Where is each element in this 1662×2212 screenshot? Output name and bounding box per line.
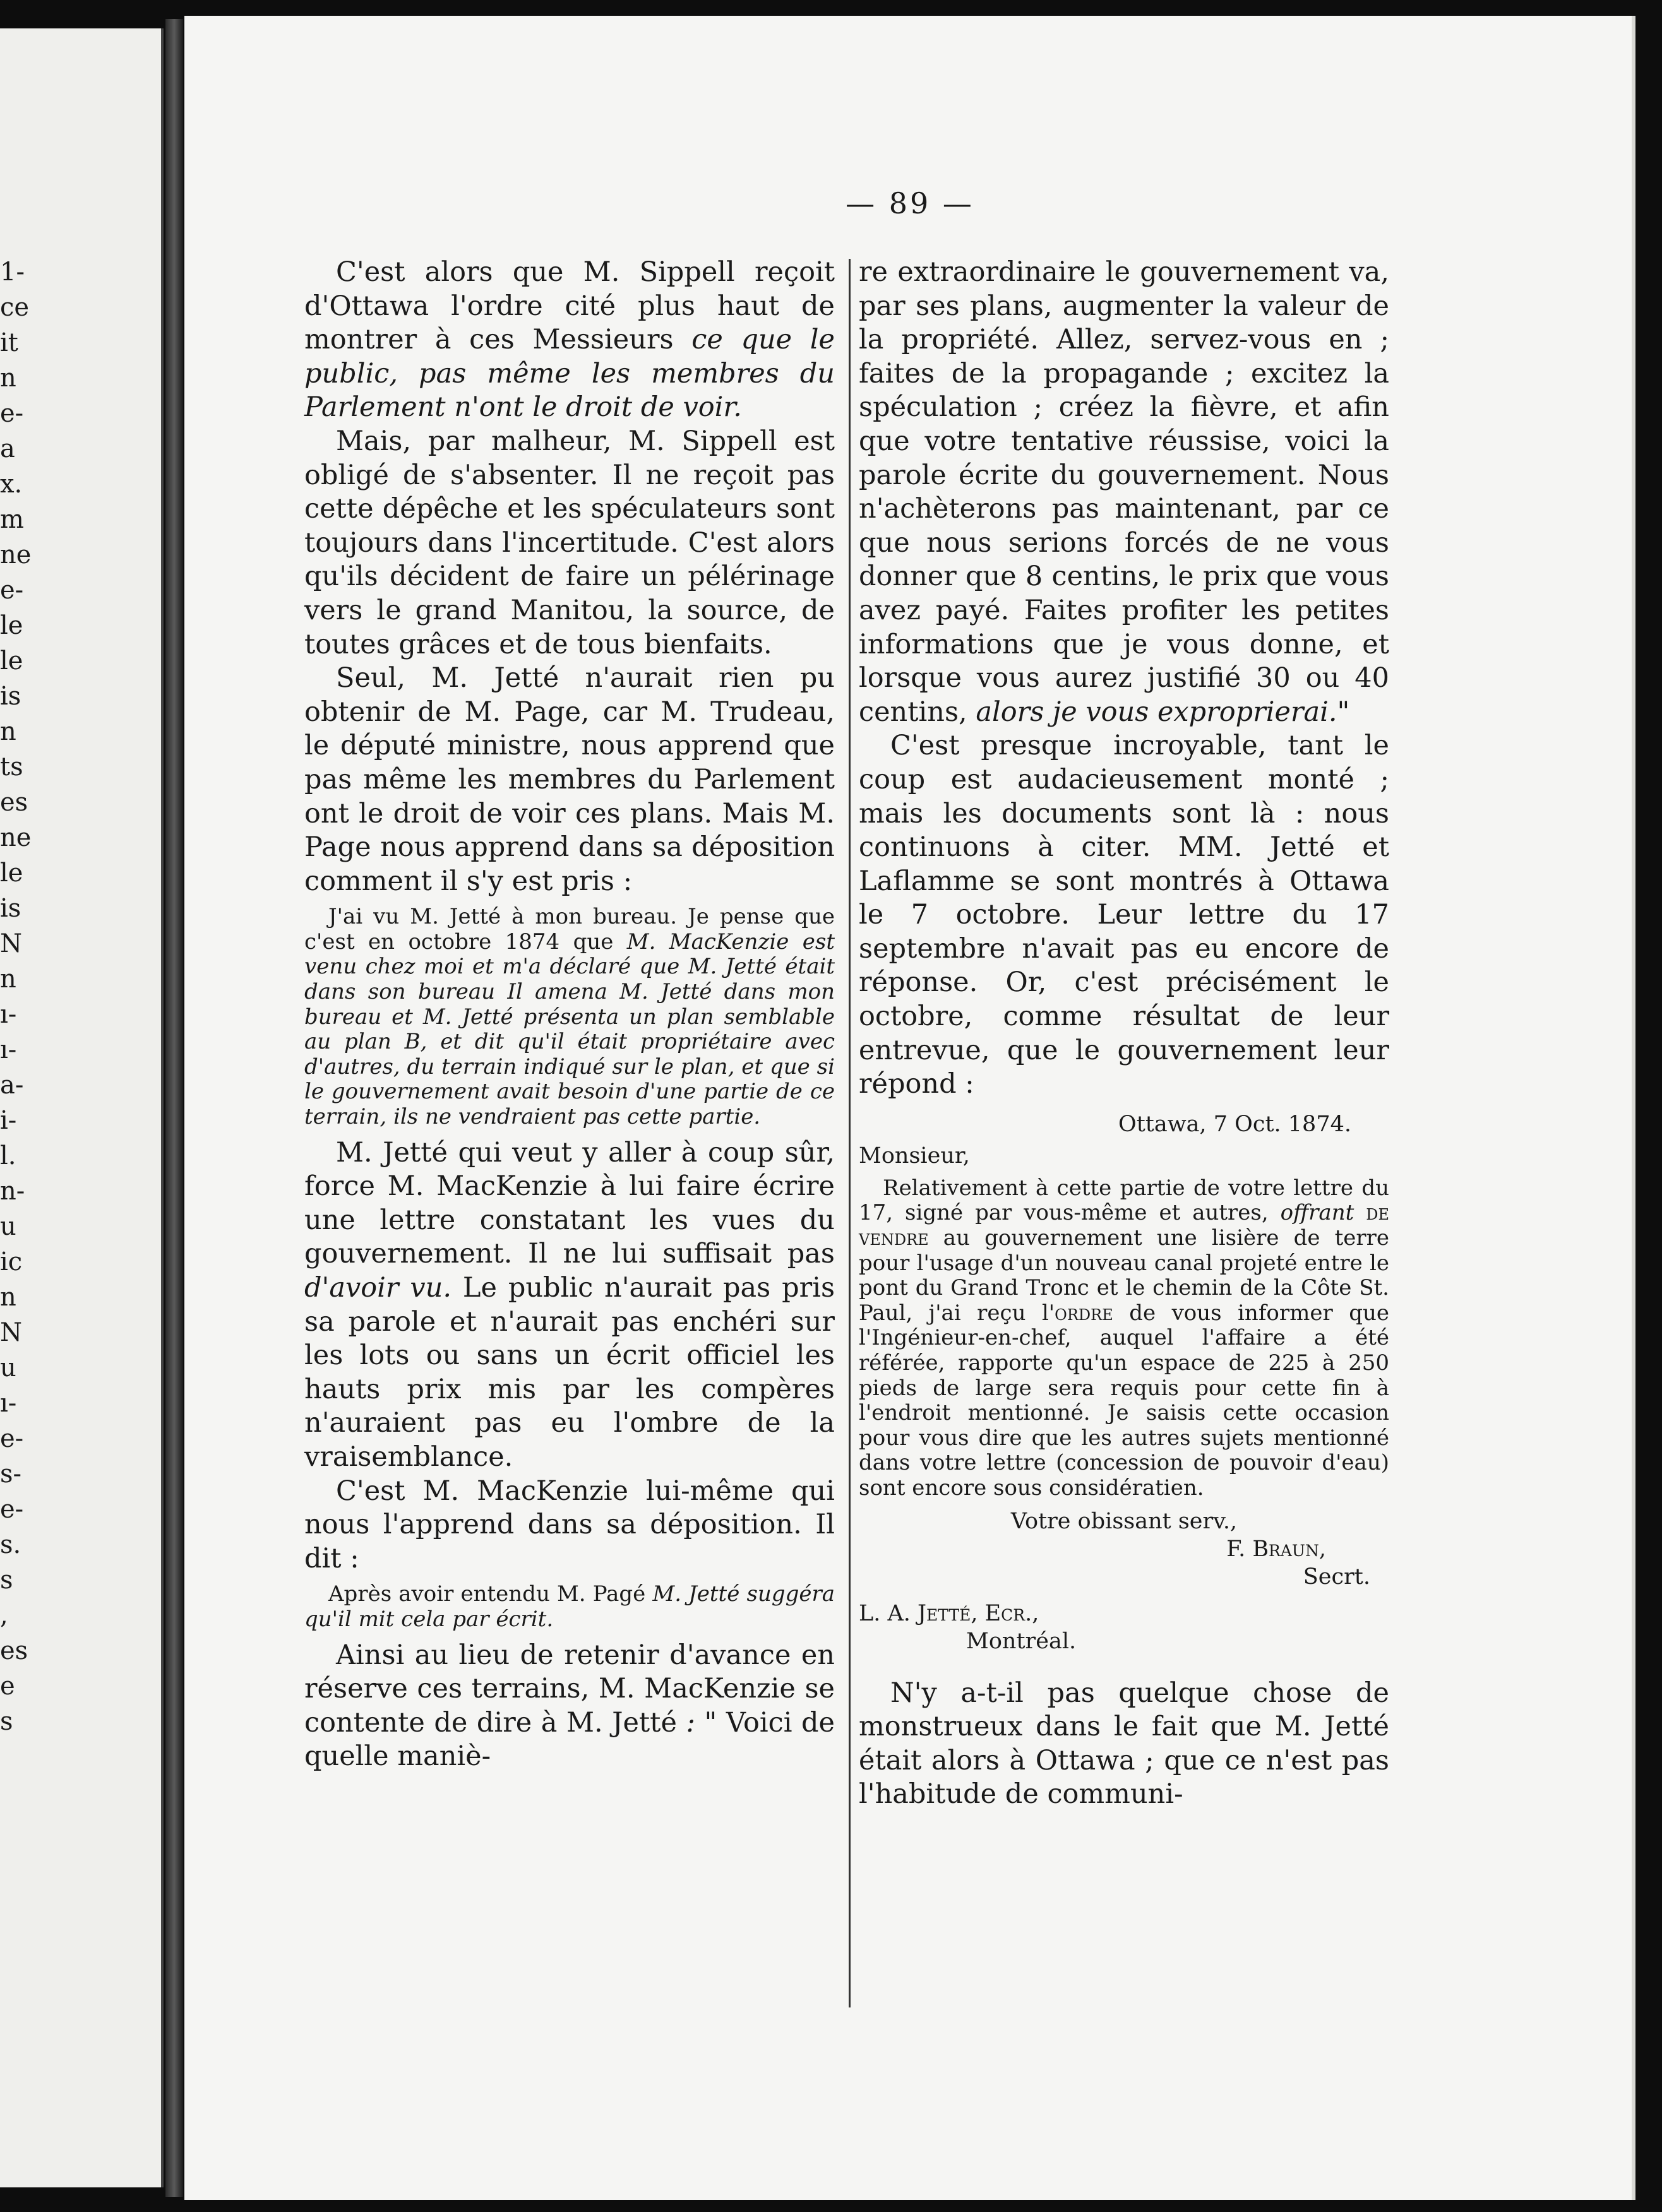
- paragraph: C'est alors que M. Sippell reçoit d'Ottawa l'ordre cité plus haut de montrer à ces Messieurs ce que le public, pas même les membres du Parlement n'ont le droit de voir.: [304, 256, 835, 424]
- letter-addressee: L. A. Jetté, Ecr.,: [859, 1600, 1039, 1626]
- quoted-letter: [859, 1110, 1389, 1655]
- paragraph: C'est M. MacKenzie lui-même qui nous l'apprend dans sa déposition. Il dit :: [304, 1475, 835, 1574]
- left-page-text-fragment: n: [0, 1283, 16, 1312]
- left-page-text-fragment: N: [0, 1318, 22, 1347]
- left-page-text-fragment: ı-: [0, 1000, 17, 1029]
- left-page-text-fragment: le: [0, 611, 23, 640]
- left-page-text-fragment: le: [0, 859, 23, 888]
- left-page-text-fragment: ,: [0, 1601, 8, 1630]
- left-page-text-fragment: ts: [0, 752, 23, 782]
- left-page-text-fragment: l.: [0, 1141, 16, 1170]
- left-page-text-fragment: s.: [0, 1530, 21, 1559]
- left-page-text-fragment: ne: [0, 823, 32, 852]
- left-page-text-fragment: is: [0, 894, 21, 923]
- paragraph: re extraordinaire le gouvernement va, par ses plans, augmenter la valeur de la propriété. Allez, servez-vous en ; faites de la propagande ; excitez la spéculation ; créez la fièvre, et afin que votre tentative réussise, voici la parole écrite du gouvernement. Nous n'achèterons pas maintenant, par ce que nous serions forcés de ne vous donner que 8 centins, le prix que vous avez payé. Faites profiter les petites informations que je vous donne, et lorsque vous aurez justifié 30 ou 40 centins, alors je vous exproprierai.": [859, 256, 1389, 728]
- left-page-text-fragment: u: [0, 1353, 16, 1382]
- left-page-text-fragment: e-: [0, 1424, 24, 1453]
- left-page-text-fragment: ı-: [0, 1389, 17, 1418]
- left-page-text-fragment: ce: [0, 293, 30, 322]
- left-page-text-fragment: e-: [0, 1495, 24, 1524]
- paragraph: Mais, par malheur, M. Sippell est obligé de s'absenter. Il ne reçoit pas cette dépêche et les spéculateurs sont toujours dans l'incertitude. C'est alors qu'ils décident de faire un pélérinage vers le grand Manitou, la source, de toutes grâces et de tous bienfaits.: [304, 425, 835, 660]
- testimony-quote: J'ai vu M. Jetté à mon bureau. Je pense que c'est en octobre 1874 que M. MacKenzie est venu chez moi et m'a déclaré que M. Jetté était dans son bureau Il amena M. Jetté dans mon bureau et M. Jetté présenta un plan semblable au plan B, et dit qu'il était propriétaire avec d'autres, du terrain indiqué sur le plan, et que si le gouvernement avait besoin d'une partie de ce terrain, ils ne vendraient pas cette partie.: [304, 904, 835, 1130]
- left-page-text-fragment: e: [0, 1672, 15, 1701]
- book-spine-edge: [165, 19, 183, 2197]
- left-page-text-fragment: it: [0, 328, 18, 357]
- left-page-text-fragment: le: [0, 646, 23, 675]
- letter-closing: Votre obissant serv.,: [1010, 1508, 1238, 1534]
- left-page-text-fragment: ic: [0, 1247, 23, 1276]
- left-page-text-fragment: e-: [0, 576, 24, 605]
- left-page-text-fragment: N: [0, 929, 22, 958]
- letter-salutation: Monsieur,: [859, 1143, 970, 1168]
- right-column: [859, 256, 1389, 1812]
- left-page-text-fragment: is: [0, 682, 21, 711]
- letter-signer: F. Braun,: [1226, 1536, 1326, 1562]
- left-page-text-fragment: a: [0, 434, 15, 463]
- left-page-text-fragment: n: [0, 717, 16, 746]
- left-page-text-fragment: e-: [0, 399, 24, 428]
- paragraph: Ainsi au lieu de retenir d'avance en réserve ces terrains, M. MacKenzie se contente de dire à M. Jetté : " Voici de quelle maniè-: [304, 1639, 835, 1773]
- paragraph: C'est presque incroyable, tant le coup est audacieusement monté ; mais les documents sont là : nous continuons à citer. MM. Jetté et Laflamme se sont montrés à Ottawa le 7 octobre. Leur lettre du 17 septembre n'avait pas eu encore de réponse. Or, c'est précisément le octobre, comme résultat de leur entrevue, que le gouvernement leur répond :: [859, 730, 1389, 1100]
- letter-date: Ottawa, 7 Oct. 1874.: [1118, 1111, 1351, 1137]
- left-page-text-fragment: n: [0, 364, 16, 393]
- letter-body: Relativement à cette partie de votre lettre du 17, signé par vous-même et autres, offrant de vendre au gouvernement une lisière de terre pour l'usage d'un nouveau canal projeté entre le pont du Grand Tronc et le chemin de la Côte St. Paul, j'ai reçu l'ordre de vous informer que l'Ingénieur-en-chef, auquel l'affaire a été référée, rapporte qu'un espace de 225 à 250 pieds de large sera requis pour cette fin à l'endroit mentionné. Je saisis cette occasion pour vous dire que les autres sujets mentionné dans votre lettre (concession de pouvoir d'eau) sont encore sous considératien.: [859, 1175, 1389, 1501]
- left-page-text-fragment: n: [0, 965, 16, 994]
- left-page-text-fragment: ı-: [0, 1035, 17, 1064]
- letter-signer-title: Secrt.: [1303, 1564, 1370, 1590]
- left-page-text-fragment: u: [0, 1212, 16, 1241]
- left-page-text-fragment: s: [0, 1566, 13, 1595]
- left-page-fragment: [0, 28, 164, 2187]
- left-page-text-fragment: ne: [0, 540, 32, 569]
- book-page: [184, 16, 1635, 2200]
- left-page-text-fragment: m: [0, 505, 24, 534]
- left-page-text-fragment: n-: [0, 1177, 25, 1206]
- left-page-text-fragment: es: [0, 788, 28, 817]
- left-page-text-fragment: a-: [0, 1071, 24, 1100]
- left-page-text-fragment: s-: [0, 1460, 22, 1489]
- left-page-text-fragment: s: [0, 1707, 13, 1736]
- left-page-text-fragment: es: [0, 1636, 28, 1665]
- left-column: [304, 256, 835, 1774]
- left-page-text-fragment: x.: [0, 470, 23, 499]
- column-divider: [849, 259, 851, 2007]
- paragraph: N'y a-t-il pas quelque chose de monstrueux dans le fait que M. Jetté était alors à Ottawa ; que ce n'est pas l'habitude de communi-: [859, 1677, 1389, 1811]
- left-page-text-fragment: 1-: [0, 258, 25, 287]
- letter-addressee-city: Montréal.: [966, 1628, 1077, 1654]
- paragraph: Seul, M. Jetté n'aurait rien pu obtenir de M. Page, car M. Trudeau, le député ministre, nous apprend que pas même les membres du Parlement ont le droit de voir ces plans. Mais M. Page nous apprend dans sa déposition comment il s'y est pris :: [304, 662, 835, 897]
- paragraph: M. Jetté qui veut y aller à coup sûr, force M. MacKenzie à lui faire écrire une lettre constatant les vues du gouvernement. Il ne lui suffisait pas d'avoir vu. Le public n'aurait pas pris sa parole et n'aurait pas enchéri sur les lots ou sans un écrit officiel les hauts prix mis par les compères n'auraient pas eu l'ombre de la vraisemblance.: [304, 1136, 835, 1473]
- testimony-quote: Après avoir entendu M. Pagé M. Jetté suggéra qu'il mit cela par écrit.: [304, 1581, 835, 1632]
- left-page-text-fragment: i-: [0, 1106, 17, 1135]
- page-number: — 89 —: [846, 186, 974, 220]
